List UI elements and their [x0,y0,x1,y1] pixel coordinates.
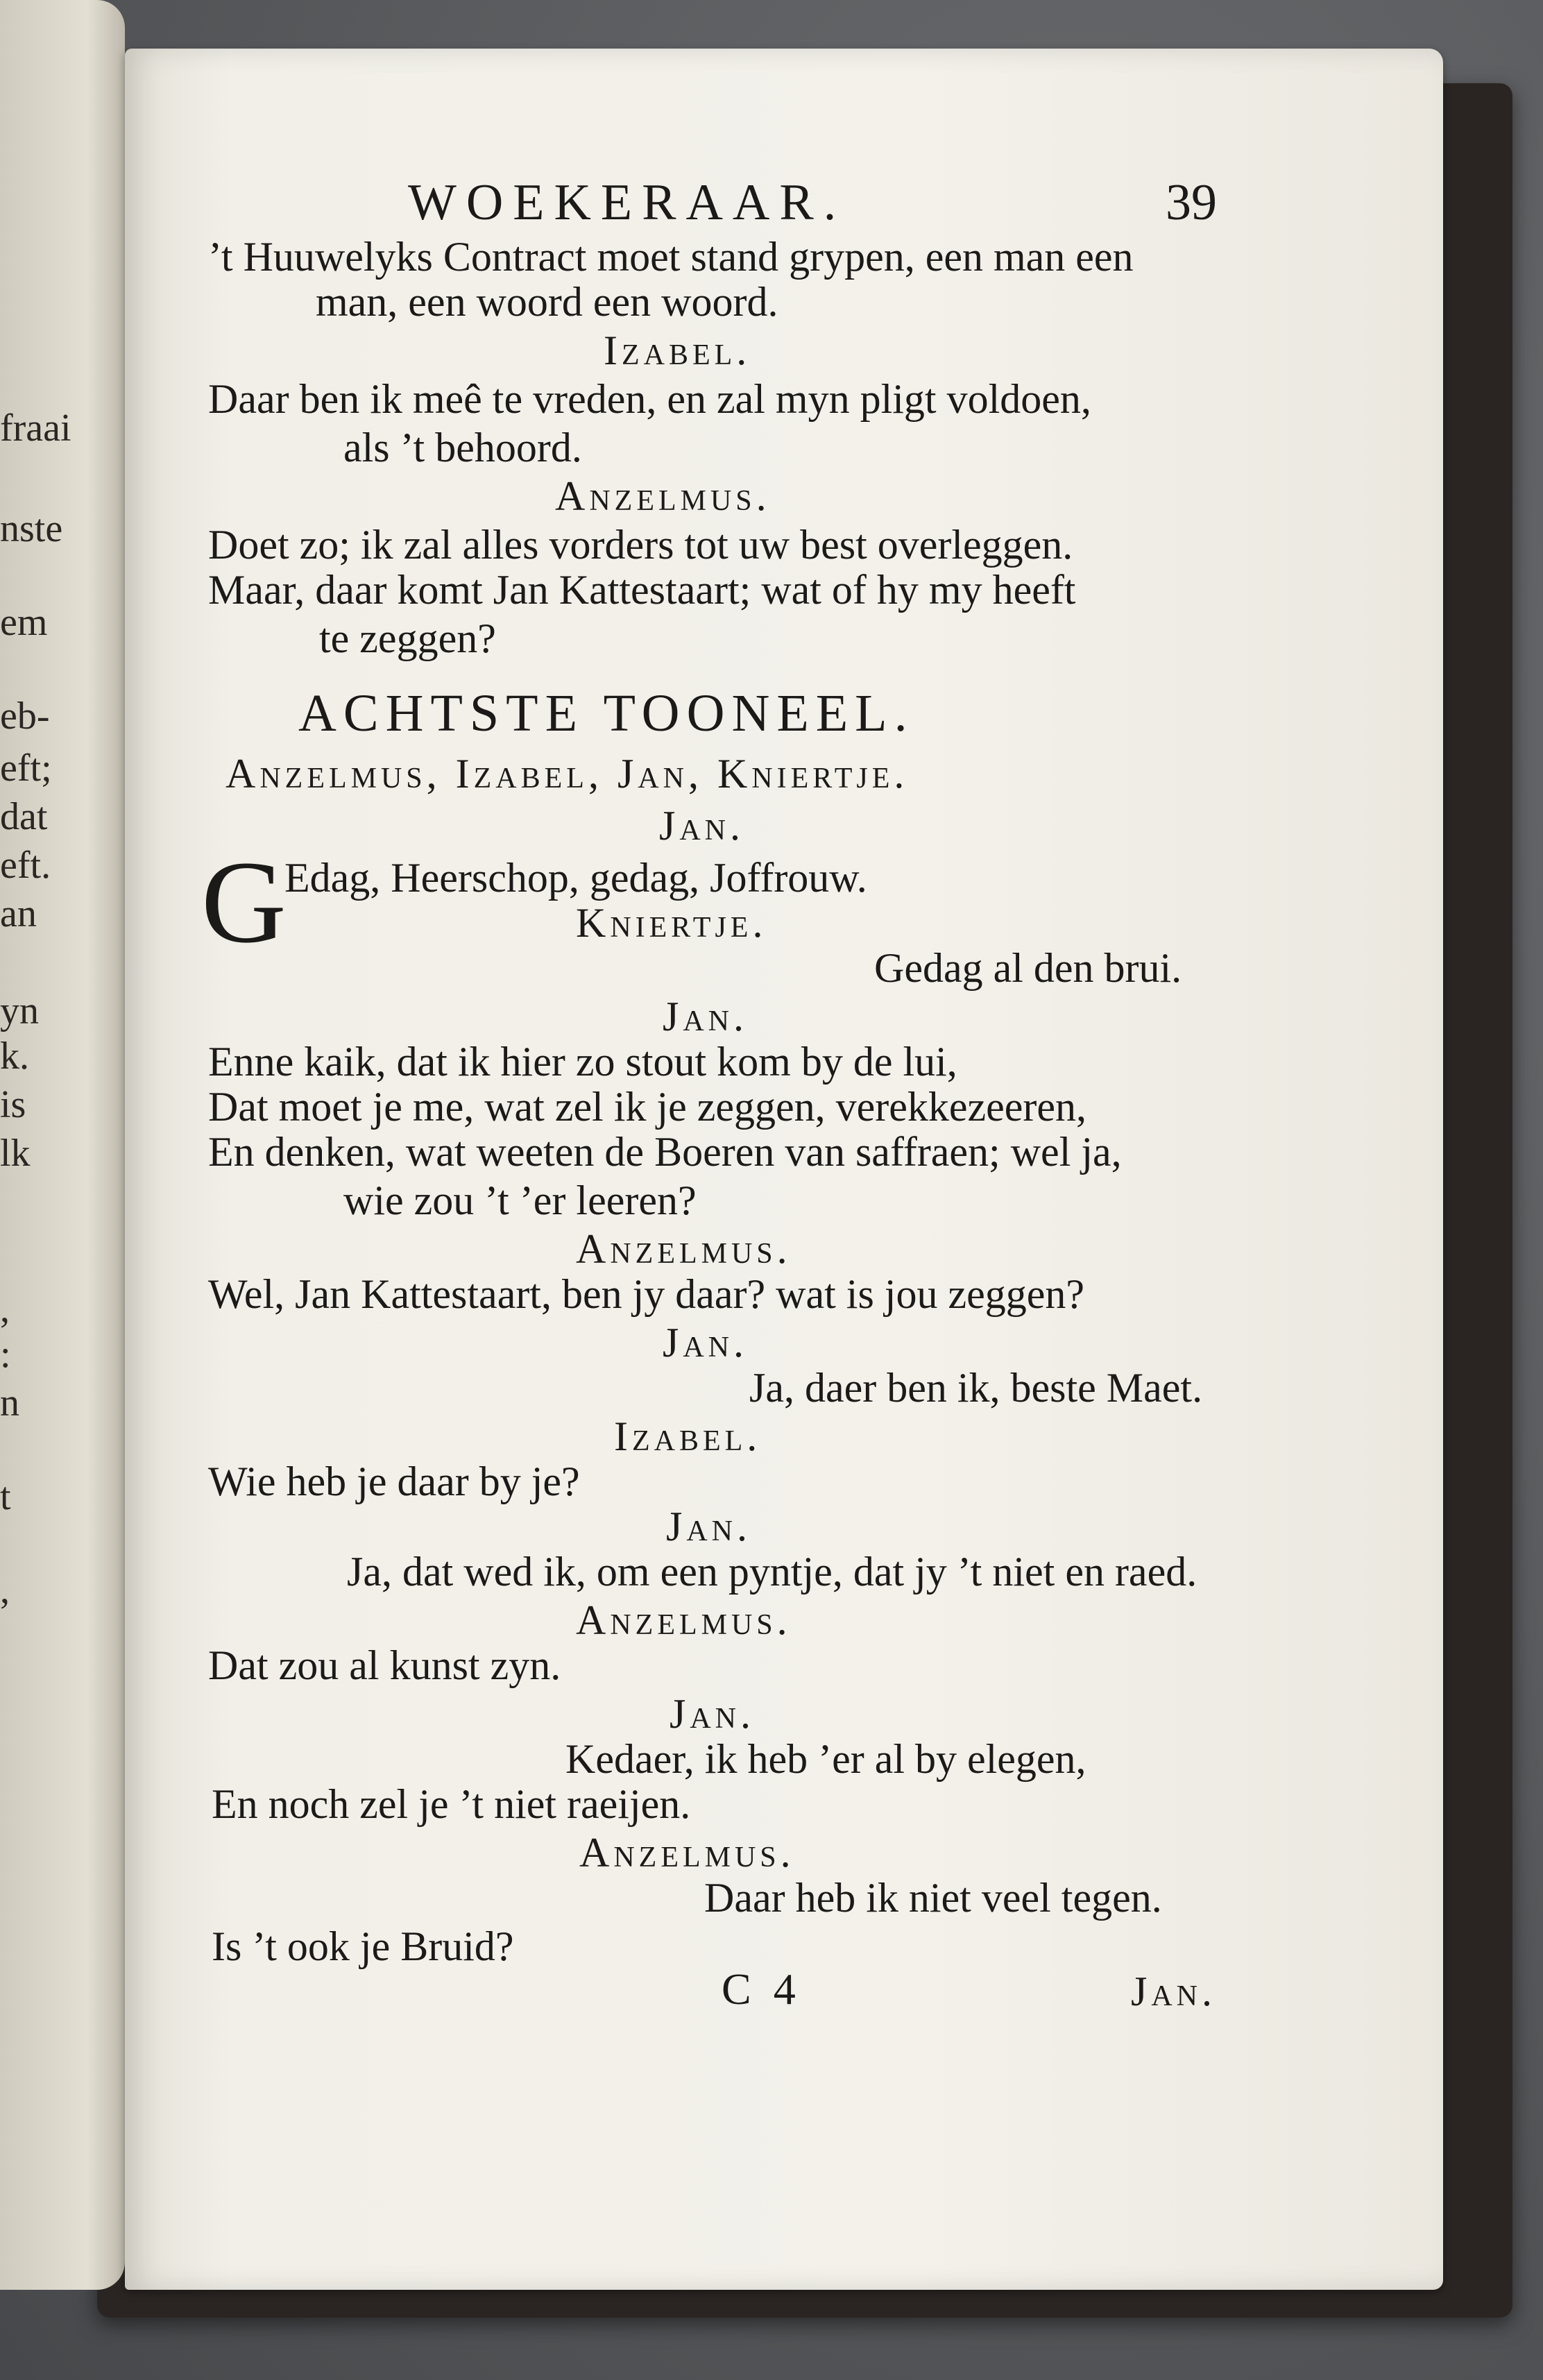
speaker-name: Anzelmus. [576,1226,792,1272]
verse-line: Doet zo; ik zal alles vorders tot uw best overleggen. [208,522,1073,568]
verse-line: En denken, wat weeten de Boeren van saffraen; wel ja, [208,1129,1122,1175]
speaker-name: Anzelmus. [576,1597,792,1643]
left-fragment: fraai [0,407,71,450]
left-fragment: , [0,1288,10,1331]
verse-line: Daar heb ik niet veel tegen. [704,1875,1162,1921]
verse-line: Ja, daer ben ik, beste Maet. [749,1365,1203,1411]
verse-line: man, een woord een woord. [316,279,778,325]
verse-line: Is ’t ook je Bruid? [212,1923,514,1969]
left-fragment: lk [0,1132,31,1175]
left-page-edge [0,0,125,2290]
left-fragment: , [0,1569,10,1612]
running-title: WOEKERAAR. [408,174,846,231]
catchword: Jan. [1131,1969,1217,2014]
speaker-name: Jan. [663,1320,749,1366]
verse-line: Dat moet je me, wat zel ik je zeggen, verekkezeeren, [208,1084,1087,1130]
left-fragment: t [0,1475,11,1518]
speaker-name: Jan. [670,1691,756,1737]
speaker-name: Izabel. [604,328,751,373]
verse-line: Daar ben ik meê te vreden, en zal myn pligt voldoen, [208,376,1091,422]
verse-line: Wel, Jan Kattestaart, ben jy daar? wat is jou zeggen? [208,1271,1084,1317]
verse-line: wie zou ’t ’er leeren? [343,1178,697,1223]
speaker-name: Kniertje. [576,900,767,946]
left-fragment: is [0,1083,26,1126]
verse-line: En noch zel je ’t niet raeijen. [212,1781,691,1827]
verse-line: Edag, Heerschop, gedag, Joffrouw. [284,855,867,901]
speaker-name: Anzelmus. [579,1830,795,1876]
verse-line: ’t Huuwelyks Contract moet stand grypen, een man een [208,234,1134,280]
left-fragment: em [0,601,48,644]
verse-line: Ja, dat wed ik, om een pyntje, dat jy ’t niet en raed. [347,1549,1197,1595]
verse-line: Maar, daar komt Jan Kattestaart; wat of hy my heeft [208,567,1076,613]
left-fragment: n [0,1382,19,1425]
left-fragment: an [0,892,37,935]
speaker-name: Jan. [659,803,745,849]
dramatis-personae: Anzelmus, Izabel, Jan, Kniertje. [225,751,909,797]
left-fragment: eft; [0,747,52,790]
scene-title: ACHTSTE TOONEEL. [298,684,914,742]
verse-line: Gedag al den brui. [874,945,1182,991]
speaker-name: Jan. [666,1504,752,1549]
left-fragment: nste [0,507,63,550]
verse-line: Wie heb je daar by je? [208,1459,580,1504]
left-fragment: eb- [0,695,50,738]
verse-line: als ’t behoord. [343,425,582,470]
signature-mark: C 4 [722,1964,801,2014]
left-fragment: dat [0,795,48,838]
page-number: 39 [1166,174,1217,231]
left-fragment: : [0,1333,11,1376]
drop-capital: G [201,837,287,967]
verse-line: Enne kaik, dat ik hier zo stout kom by de lui, [208,1039,957,1085]
speaker-name: Izabel. [614,1413,762,1459]
verse-line: Kedaer, ik heb ’er al by elegen, [565,1736,1086,1782]
verse-line: te zeggen? [319,615,496,661]
speaker-name: Jan. [663,994,749,1039]
left-fragment: k. [0,1035,29,1078]
left-fragment: yn [0,989,39,1032]
speaker-name: Anzelmus. [555,473,771,519]
verse-line: Dat zou al kunst zyn. [208,1642,561,1688]
left-fragment: eft. [0,844,51,887]
